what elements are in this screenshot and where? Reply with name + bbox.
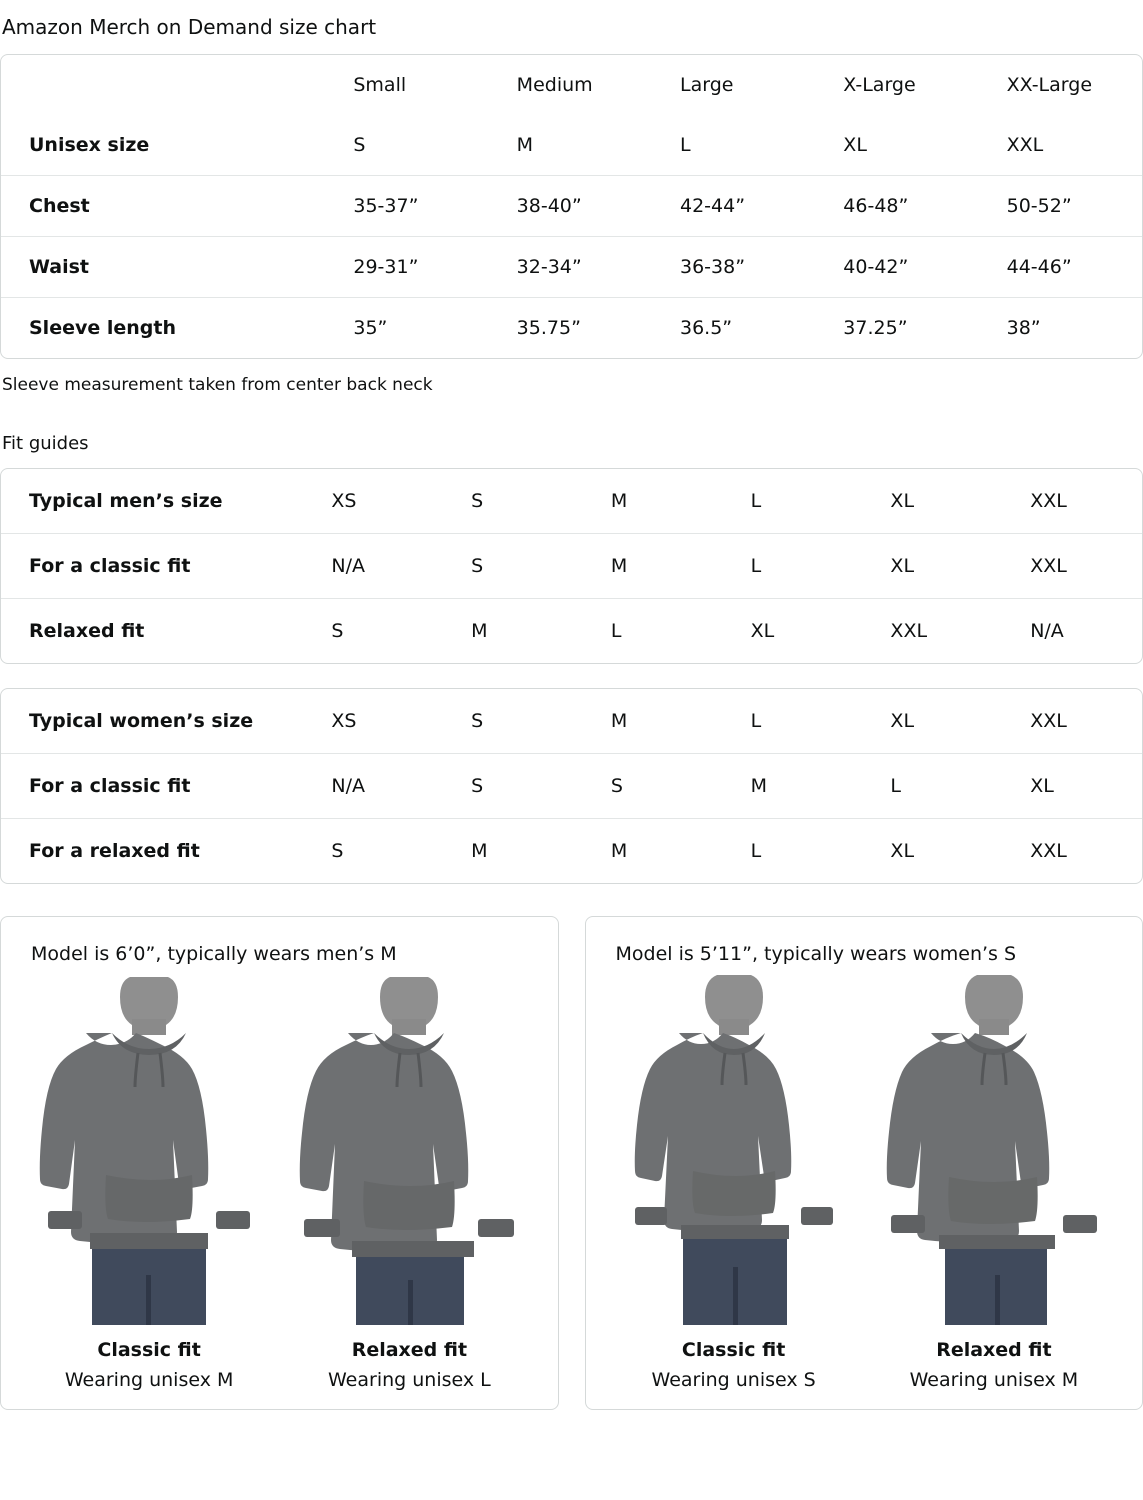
cell-mens-typical-4: L (723, 469, 863, 534)
row-label-sleeve-length: Sleeve length (29, 317, 176, 339)
cell-womens-classic-6: XL (1002, 754, 1142, 819)
mens-relaxed-fit-sub: Wearing unisex L (328, 1369, 491, 1391)
row-label-womens-classic-fit: For a classic fit (1, 754, 303, 819)
womens-relaxed-fit-figure (864, 975, 1124, 1391)
mens-classic-fit-label: Classic fit (97, 1339, 201, 1361)
cell-womens-classic-4: M (723, 754, 863, 819)
table-row (1, 819, 1142, 884)
row-label-mens-relaxed-fit: Relaxed fit (29, 620, 145, 642)
womens-figure-row (604, 975, 1125, 1391)
womens-model-card (585, 916, 1143, 1410)
table-row (1, 689, 1142, 754)
cell-sleeve-xlarge: 37.25” (843, 317, 908, 339)
column-header-large: Large (679, 74, 734, 96)
male-hoodie-classic-fit-photo (34, 975, 264, 1325)
cell-mens-typical-1: XS (303, 469, 443, 534)
cell-womens-relaxed-1: S (331, 840, 344, 862)
table-row (1, 469, 1142, 534)
cell-womens-classic-1: N/A (303, 754, 443, 819)
column-header-xlarge: X-Large (843, 74, 916, 96)
cell-waist-xxlarge: 44-46” (979, 237, 1142, 298)
table-row (1, 754, 1142, 819)
womens-classic-fit-label: Classic fit (681, 1339, 786, 1361)
cell-mens-typical-3: M (583, 469, 723, 534)
cell-womens-typical-4: L (723, 689, 863, 754)
table-row (1, 599, 1142, 664)
womens-fit-guide-card (0, 688, 1143, 884)
cell-mens-relaxed-4: XL (750, 620, 775, 642)
cell-unisex-small: S (325, 115, 488, 176)
size-chart-card (0, 54, 1143, 359)
fit-guides-label: Fit guides (2, 433, 89, 454)
mens-model-caption: Model is 6’0”, typically wears men’s M (31, 943, 397, 965)
mens-classic-fit-figure (19, 975, 279, 1391)
cell-waist-xlarge: 40-42” (815, 237, 978, 298)
cell-mens-relaxed-6: N/A (1030, 620, 1064, 642)
mens-fit-table (1, 469, 1142, 663)
column-header-xxlarge: XX-Large (1006, 74, 1093, 96)
cell-sleeve-small: 35” (353, 317, 388, 339)
cell-mens-classic-6: XXL (1002, 534, 1142, 599)
womens-classic-fit-figure (604, 975, 864, 1391)
cell-sleeve-medium: 35.75” (516, 317, 581, 339)
cell-womens-typical-1: XS (303, 689, 443, 754)
cell-sleeve-xxlarge: 38” (1006, 317, 1041, 339)
cell-chest-small: 35-37” (325, 176, 488, 237)
column-header-small: Small (353, 74, 407, 96)
cell-mens-typical-6: XXL (1002, 469, 1142, 534)
cell-mens-classic-3: M (583, 534, 723, 599)
sleeve-measurement-note: Sleeve measurement taken from center back neck (2, 375, 433, 395)
row-label-waist: Waist (1, 237, 325, 298)
female-hoodie-relaxed-fit-photo (879, 975, 1109, 1325)
cell-womens-classic-2: S (443, 754, 583, 819)
cell-womens-typical-6: XXL (1002, 689, 1142, 754)
cell-womens-classic-3: S (583, 754, 723, 819)
page-title: Amazon Merch on Demand size chart (2, 15, 377, 39)
mens-relaxed-fit-label: Relaxed fit (351, 1339, 468, 1361)
cell-womens-relaxed-3: M (610, 840, 628, 862)
cell-unisex-large: L (652, 115, 815, 176)
row-label-womens-relaxed-fit: For a relaxed fit (29, 840, 200, 862)
cell-unisex-medium: M (489, 115, 652, 176)
row-label-chest: Chest (1, 176, 325, 237)
cell-mens-typical-5: XL (862, 469, 1002, 534)
column-header-blank (1, 55, 325, 115)
cell-chest-large: 42-44” (652, 176, 815, 237)
mens-classic-fit-sub: Wearing unisex M (64, 1369, 234, 1391)
cell-mens-classic-1: N/A (303, 534, 443, 599)
row-label-typical-womens-size: Typical women’s size (1, 689, 303, 754)
table-row (1, 176, 1142, 237)
size-measurements-table (1, 55, 1142, 358)
cell-mens-typical-2: S (443, 469, 583, 534)
cell-womens-relaxed-2: M (471, 840, 488, 862)
cell-womens-typical-5: XL (862, 689, 1002, 754)
cell-womens-classic-5: L (862, 754, 1002, 819)
cell-waist-small: 29-31” (325, 237, 488, 298)
cell-womens-typical-3: M (583, 689, 723, 754)
model-photo-section (0, 916, 1143, 1410)
table-row (1, 115, 1142, 176)
cell-mens-relaxed-5: XXL (890, 620, 928, 642)
column-header-medium: Medium (516, 74, 593, 96)
cell-chest-medium: 38-40” (489, 176, 652, 237)
cell-mens-classic-4: L (723, 534, 863, 599)
cell-mens-relaxed-1: S (331, 620, 344, 642)
table-row (1, 534, 1142, 599)
cell-sleeve-large: 36.5” (679, 317, 733, 339)
womens-classic-fit-sub: Wearing unisex S (651, 1369, 816, 1391)
mens-model-card (0, 916, 559, 1410)
table-header-row (1, 55, 1142, 115)
row-label-unisex-size: Unisex size (1, 115, 325, 176)
cell-unisex-xlarge: XL (815, 115, 978, 176)
cell-womens-typical-2: S (443, 689, 583, 754)
mens-fit-guide-card (0, 468, 1143, 664)
row-label-mens-classic-fit: For a classic fit (1, 534, 303, 599)
cell-chest-xxlarge: 50-52” (979, 176, 1142, 237)
womens-model-caption: Model is 5’11”, typically wears women’s S (615, 943, 1017, 965)
womens-relaxed-fit-sub: Wearing unisex M (909, 1369, 1079, 1391)
row-label-typical-mens-size: Typical men’s size (1, 469, 303, 534)
womens-relaxed-fit-label: Relaxed fit (936, 1339, 1052, 1361)
table-row (1, 298, 1142, 359)
mens-relaxed-fit-figure (279, 975, 539, 1391)
cell-mens-relaxed-3: L (610, 620, 622, 642)
table-row (1, 237, 1142, 298)
cell-chest-xlarge: 46-48” (815, 176, 978, 237)
womens-fit-table (1, 689, 1142, 883)
cell-mens-relaxed-2: M (471, 620, 488, 642)
cell-mens-classic-5: XL (862, 534, 1002, 599)
table-spacer (0, 664, 1143, 688)
mens-figure-row (19, 975, 540, 1391)
cell-womens-relaxed-4: L (750, 840, 762, 862)
cell-unisex-xxlarge: XXL (979, 115, 1142, 176)
cell-waist-medium: 32-34” (489, 237, 652, 298)
cell-womens-relaxed-5: XL (890, 840, 915, 862)
female-hoodie-classic-fit-photo (619, 975, 849, 1325)
cell-womens-relaxed-6: XXL (1030, 840, 1067, 862)
male-hoodie-relaxed-fit-photo (294, 975, 524, 1325)
cell-mens-classic-2: S (443, 534, 583, 599)
cell-waist-large: 36-38” (652, 237, 815, 298)
